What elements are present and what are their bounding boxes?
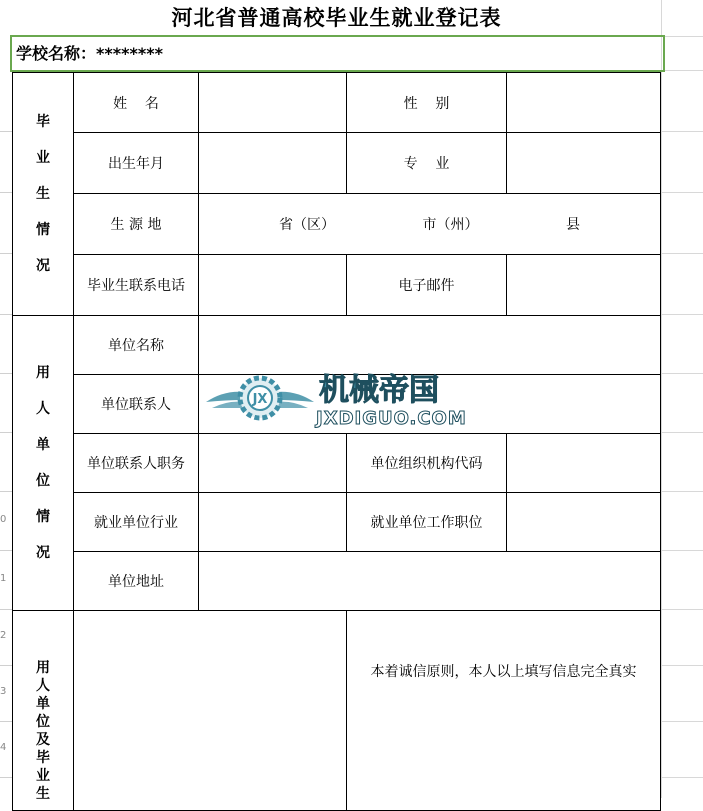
grid-row-line [661, 609, 703, 610]
section-char: 及 [36, 732, 50, 748]
input-address[interactable] [199, 552, 661, 611]
section-char: 业 [36, 768, 50, 784]
svg-text:JX: JX [252, 392, 268, 407]
grid-row-line [661, 491, 703, 492]
employer-opinion-cell[interactable] [74, 611, 347, 811]
origin-city: 市（州） [422, 217, 479, 233]
watermark-en: JXDIGUO.COM [316, 408, 467, 429]
row-number[interactable]: 3 [0, 686, 7, 697]
input-unit-name[interactable] [199, 316, 661, 375]
input-email[interactable] [507, 255, 661, 316]
row-header-line [0, 777, 12, 778]
label-major: 专 业 [347, 133, 507, 194]
section-char: 情 [36, 509, 50, 525]
section-char: 人 [36, 678, 50, 694]
input-industry[interactable] [199, 493, 347, 552]
section-char: 毕 [36, 750, 50, 766]
grid-column-line [661, 0, 662, 798]
origin-province: 省（区） [279, 217, 335, 233]
row-header-line [0, 253, 12, 254]
school-name-label: 学校名称： [16, 44, 97, 63]
input-birth[interactable] [199, 133, 347, 194]
section-char: 生 [36, 186, 50, 202]
grid-row-line [661, 665, 703, 666]
grid-row-line [661, 253, 703, 254]
section-char: 单 [36, 696, 50, 712]
row-header-line [0, 550, 12, 551]
wing-gear-icon [206, 378, 314, 418]
row-header-line [0, 373, 12, 374]
label-phone: 毕业生联系电话 [74, 255, 199, 316]
grid-row-line [661, 550, 703, 551]
label-origin: 生 源 地 [74, 194, 199, 255]
watermark-logo [204, 368, 504, 430]
section-char: 人 [36, 401, 50, 417]
label-gender: 性 别 [347, 73, 507, 133]
input-contact-title[interactable] [199, 434, 347, 493]
input-gender[interactable] [507, 73, 661, 133]
registration-table [12, 72, 661, 811]
row-number[interactable]: 2 [0, 630, 7, 641]
row-number[interactable]: 4 [0, 742, 7, 753]
input-name[interactable] [199, 73, 347, 133]
input-position[interactable] [507, 493, 661, 552]
form-title: 河北省普通高校毕业生就业登记表 [171, 6, 502, 30]
input-phone[interactable] [199, 255, 347, 316]
section-char: 用 [36, 365, 50, 381]
section-char: 况 [36, 545, 50, 561]
row-header-line [0, 314, 12, 315]
input-origin[interactable] [199, 194, 661, 255]
section-char: 单 [36, 437, 50, 453]
school-name-cell[interactable] [10, 35, 665, 72]
row-header-line [0, 721, 12, 722]
section-char: 况 [36, 258, 50, 274]
grid-row-line [661, 777, 703, 778]
section-char: 情 [36, 222, 50, 238]
grid-row-line [661, 70, 703, 71]
row-header-line [0, 665, 12, 666]
grid-row-line [661, 432, 703, 433]
label-name: 姓 名 [74, 73, 199, 133]
section-char: 生 [36, 786, 50, 802]
label-address: 单位地址 [74, 552, 199, 611]
section-employer [13, 316, 74, 611]
label-unit-contact: 单位联系人 [74, 375, 199, 434]
watermark-cn: 机械帝国 [319, 373, 439, 408]
section-char: 位 [36, 473, 50, 489]
grid-row-line [661, 314, 703, 315]
label-contact-title: 单位联系人职务 [74, 434, 199, 493]
origin-county: 县 [566, 217, 580, 233]
input-major[interactable] [507, 133, 661, 194]
row-number[interactable]: 0 [0, 514, 7, 525]
label-birth: 出生年月 [74, 133, 199, 194]
section-opinion [13, 611, 74, 811]
row-header-line [0, 131, 12, 132]
grid-row-line [661, 36, 703, 37]
row-header-line [0, 192, 12, 193]
commitment-text: 本着诚信原则，本人以上填写信息完全真实 [370, 664, 637, 680]
grid-row-line [661, 192, 703, 193]
label-org-code: 单位组织机构代码 [347, 434, 507, 493]
row-header-line [0, 432, 12, 433]
section-char: 业 [36, 150, 50, 166]
section-char: 用 [36, 660, 50, 676]
section-char: 毕 [36, 114, 50, 130]
school-name-value: ******** [96, 44, 163, 63]
grid-row-line [661, 131, 703, 132]
label-industry: 就业单位行业 [74, 493, 199, 552]
section-graduate [13, 73, 74, 316]
section-char: 位 [36, 714, 50, 730]
commitment-cell[interactable] [347, 611, 661, 811]
grid-row-line [661, 721, 703, 722]
input-org-code[interactable] [507, 434, 661, 493]
row-number[interactable]: 1 [0, 573, 7, 584]
row-header-line [0, 609, 12, 610]
label-email: 电子邮件 [347, 255, 507, 316]
label-position: 就业单位工作职位 [347, 493, 507, 552]
grid-row-line [661, 373, 703, 374]
label-unit-name: 单位名称 [74, 316, 199, 375]
row-header-line [0, 491, 12, 492]
